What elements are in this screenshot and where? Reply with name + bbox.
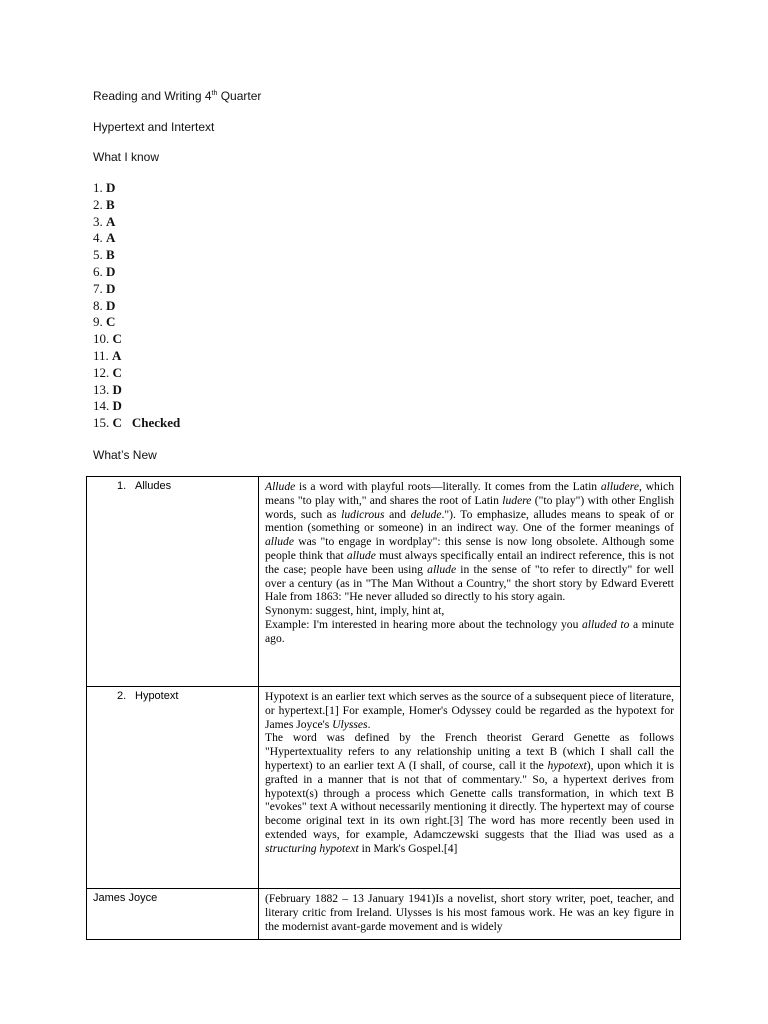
example-line: Example: I'm interested in hearing more about the technology you alluded to a minute ago.: [265, 617, 674, 645]
answer-item: 5. B: [93, 247, 115, 263]
section-heading-whats-new: What’s New: [93, 448, 157, 462]
answer-item: 14. D: [93, 398, 122, 414]
term-cell: 2. Hypotext: [87, 687, 259, 889]
topic-heading: Hypertext and Intertext: [93, 120, 215, 134]
title-superscript: th: [211, 90, 218, 97]
title-text: Reading and Writing 4: [93, 89, 212, 103]
title-suffix: Quarter: [217, 89, 262, 103]
answer-item: 15. C Checked: [93, 415, 181, 431]
term-cell: [87, 889, 259, 940]
definition-cell: [259, 687, 681, 889]
table-row: [87, 687, 681, 889]
definition-paragraph: Hypotext is an earlier text which serves as the source of a subsequent piece of literature, or hypertext.[1] For example, Homer's Odyssey could be regarded as the hypotext for James Joyce's Ulysses.: [265, 690, 674, 731]
synonym-line: Synonym: suggest, hint, imply, hint at,: [265, 604, 445, 618]
answer-item: 2. B: [93, 196, 115, 212]
answer-item: 8. D: [93, 297, 116, 313]
table-row: [87, 477, 681, 687]
answer-item: 11. A: [93, 347, 122, 363]
section-heading-what-i-know: What I know: [93, 150, 160, 164]
definition-paragraph: (February 1882 – 13 January 1941)Is a novelist, short story writer, poet, teacher, and literary critic from Ireland. Ulysses is his most famous work. He was an key figure in the modernist avant-garde movement and is widely: [265, 892, 674, 933]
definition-paragraph: Allude is a word with playful roots—literally. It comes from the Latin alludere, which means "to play with," and shares the root of Latin ludere ("to play") with other English words, such as ludicrous and delude."). To emphasize, alludes means to speak of or mention (something or someone) in an indirect way. One of the former meanings of allude was "to engage in wordplay": this sense is now long obsolete. Although some people think that allude must always specifically entail an indirect reference, this is not the case; people have been using allude in the sense of "to refer to directly" for well over a century (as in "The Man Without a Country," the short story by Edward Everett Hale from 1863: "He never alluded so directly to his story again.: [265, 480, 675, 604]
answer-item: 3. A: [93, 213, 116, 229]
document-title: [93, 89, 261, 103]
definition-cell: [259, 477, 681, 687]
answer-list: [93, 180, 180, 432]
answer-item: 6. D: [93, 263, 116, 279]
answer-item: 13. D: [93, 381, 122, 397]
answer-item: 7. D: [93, 280, 116, 296]
term-hypotext: Hypotext: [135, 690, 179, 702]
checked-label: Checked: [131, 415, 181, 431]
answer-item: 9. C: [93, 314, 116, 330]
answer-item: 12. C: [93, 364, 122, 380]
definition-paragraph: The word was defined by the French theorist Gerard Genette as follows "Hypertextuality refers to any relationship uniting a text B (which I shall call the hypertext) to an earlier text A (I shall, of course, call it the hypotext), upon which it is grafted in a manner that is not that of commentary." So, a hypertext derives from hypotext(s) through a process which Genette calls transformation, in which text B "evokes" text A without necessarily mentioning it directly. The hypertext may of course become original text in its own right.[3] The word has more recently been used in extended ways, for example, Adamczewski suggests that the Iliad was used as a structuring hypotext in Mark's Gospel.[4]: [265, 731, 674, 855]
term-james-joyce: James Joyce: [93, 892, 158, 904]
answer-item: 1. D: [93, 180, 116, 195]
term-alludes: Alludes: [135, 480, 172, 492]
definitions-table: [86, 476, 681, 940]
answer-item: 10. C: [93, 331, 122, 347]
definition-cell: [259, 889, 681, 940]
table-row: [87, 889, 681, 940]
term-cell: 1. Alludes: [87, 477, 259, 687]
answer-item: 4. A: [93, 230, 116, 246]
